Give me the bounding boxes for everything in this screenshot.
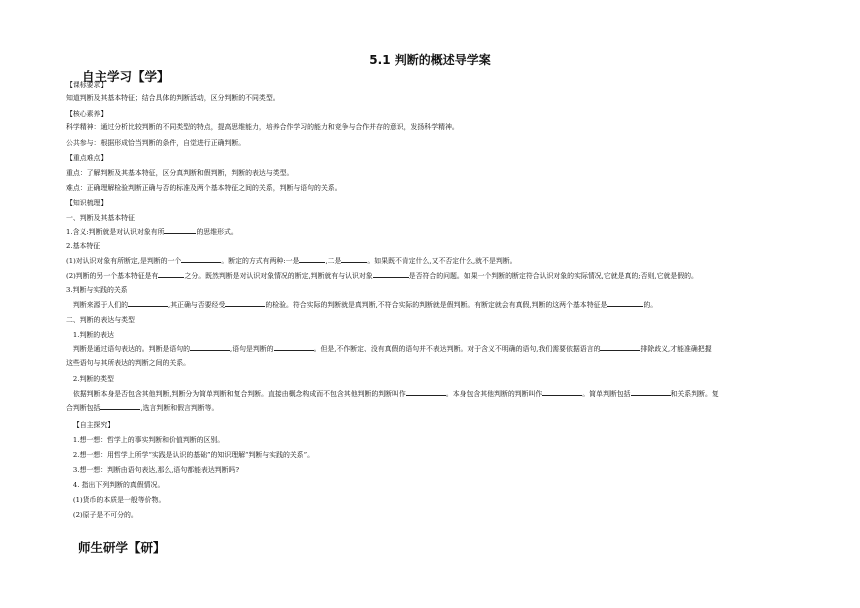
fill-blank[interactable] xyxy=(299,255,325,263)
expression-line: 判断是通过语句表达的。判断是语句的 ,语句是判断的 。但是,不作断定、没有真假的语句并不表达判断。对于含义不明确的语句,我们需要依据语言的 排除歧义,才能准确把握 xyxy=(72,345,712,353)
types-line-continued: 合判断包括 ,选言判断和假言判断等。 xyxy=(66,404,219,412)
fill-blank[interactable] xyxy=(100,402,140,410)
fill-blank[interactable] xyxy=(406,388,446,396)
fill-blank[interactable] xyxy=(190,343,230,351)
fill-blank[interactable] xyxy=(164,226,196,234)
curriculum-requirements-text: 知道判断及其基本特征；结合具体的判断活动，区分判断的不同类型。 xyxy=(66,94,280,102)
fill-blank[interactable] xyxy=(181,255,221,263)
expression-heading: 1.判断的表达 xyxy=(72,331,114,339)
fill-blank[interactable] xyxy=(631,388,671,396)
fill-blank[interactable] xyxy=(542,388,582,396)
section-heading-self-study: 自主学习【学】 xyxy=(82,69,170,84)
fill-blank[interactable] xyxy=(225,299,265,307)
exploration-item-4-2: (2)原子是不可分的。 xyxy=(72,511,138,519)
key-points-text: 重点：了解判断及其基本特征，区分真判断和假判断，判断的表达与类型。 xyxy=(66,169,294,177)
heading-key-points: 【重点难点】 xyxy=(66,154,108,162)
heading-curriculum-requirements: 【课标要求】 xyxy=(66,81,108,89)
document-title: 5.1 判断的概述导学案 xyxy=(369,53,491,67)
expression-line-continued: 这些语句与其所表达的判断之间的关系。 xyxy=(66,359,191,367)
fill-blank[interactable] xyxy=(158,270,184,278)
subsection-judgment-features: 一、判断及其基本特征 xyxy=(66,214,135,222)
feature-one-line: (1)对认识对象有所断定,是判断的一个 。断定的方式有两种:一是 ,二是 。如果既不肯定什么,又不否定什么,就不是判断。 xyxy=(66,257,517,265)
core-literacy-public: 公共参与：根据形成恰当判断的条件，自觉进行正确判断。 xyxy=(66,139,246,147)
fill-blank[interactable] xyxy=(373,270,409,278)
difficult-points-text: 难点：正确理解检验判断正确与否的标准及两个基本特征之间的关系，判断与语句的关系。 xyxy=(66,184,342,192)
fill-blank[interactable] xyxy=(600,343,640,351)
feature-two-line: (2)判断的另一个基本特征是有 之分。既然判断是对认识对象情况的断定,判断就有与认识对象 是否符合的问题。如果一个判断的断定符合认识对象的实际情况,它就是真的;否则,它就是假的。 xyxy=(66,272,698,280)
heading-self-exploration: 【自主探究】 xyxy=(72,421,115,429)
fill-blank[interactable] xyxy=(341,255,367,263)
heading-knowledge-review: 【知识梳理】 xyxy=(66,199,108,207)
section-heading-teacher-student: 师生研学【研】 xyxy=(78,540,166,555)
types-line: 依据判断本身是否包含其他判断,判断分为简单判断和复合判断。直接由概念构成而不包含其他判断的判断叫作 。本身包含其他判断的判断叫作 。简单判断包括 和关系判断。复 xyxy=(72,390,719,398)
exploration-item-2: 2.想一想：用哲学上所学“实践是认识的基础”的知识理解“判断与实践的关系”。 xyxy=(72,451,315,459)
core-literacy-science: 科学精神：通过分析比较判断的不同类型的特点，提高思维能力，培养合作学习的能力和竞争与合作并存的意识，发扬科学精神。 xyxy=(66,123,459,131)
fill-blank[interactable] xyxy=(128,299,168,307)
subsection-expression-types: 二、判断的表达与类型 xyxy=(66,316,135,324)
exploration-item-3: 3.想一想：判断由语句表达,那么,语句都能表达判断吗? xyxy=(72,466,240,474)
basic-features-heading: 2.基本特征 xyxy=(66,242,101,250)
heading-core-literacy: 【核心素养】 xyxy=(66,110,108,118)
exploration-item-4-1: (1)货币的本质是一般等价物。 xyxy=(72,496,166,504)
exploration-item-4: 4. 指出下列判断的真假情况。 xyxy=(72,481,165,489)
fill-blank[interactable] xyxy=(274,343,314,351)
types-heading: 2.判断的类型 xyxy=(72,375,114,383)
definition-line: 1.含义:判断就是对认识对象有所 的思维形式。 xyxy=(66,228,238,236)
exploration-item-1: 1.想一想：哲学上的事实判断和价值判断的区别。 xyxy=(72,436,225,444)
judgment-practice-line: 判断来源于人们的 ,其正确与否要经受 的检验。符合实际的判断就是真判断,不符合实际的判断就是假判断。有断定就会有真假,判断的这两个基本特征是 的。 xyxy=(72,301,658,309)
fill-blank[interactable] xyxy=(607,299,643,307)
judgment-practice-heading: 3.判断与实践的关系 xyxy=(66,286,128,294)
